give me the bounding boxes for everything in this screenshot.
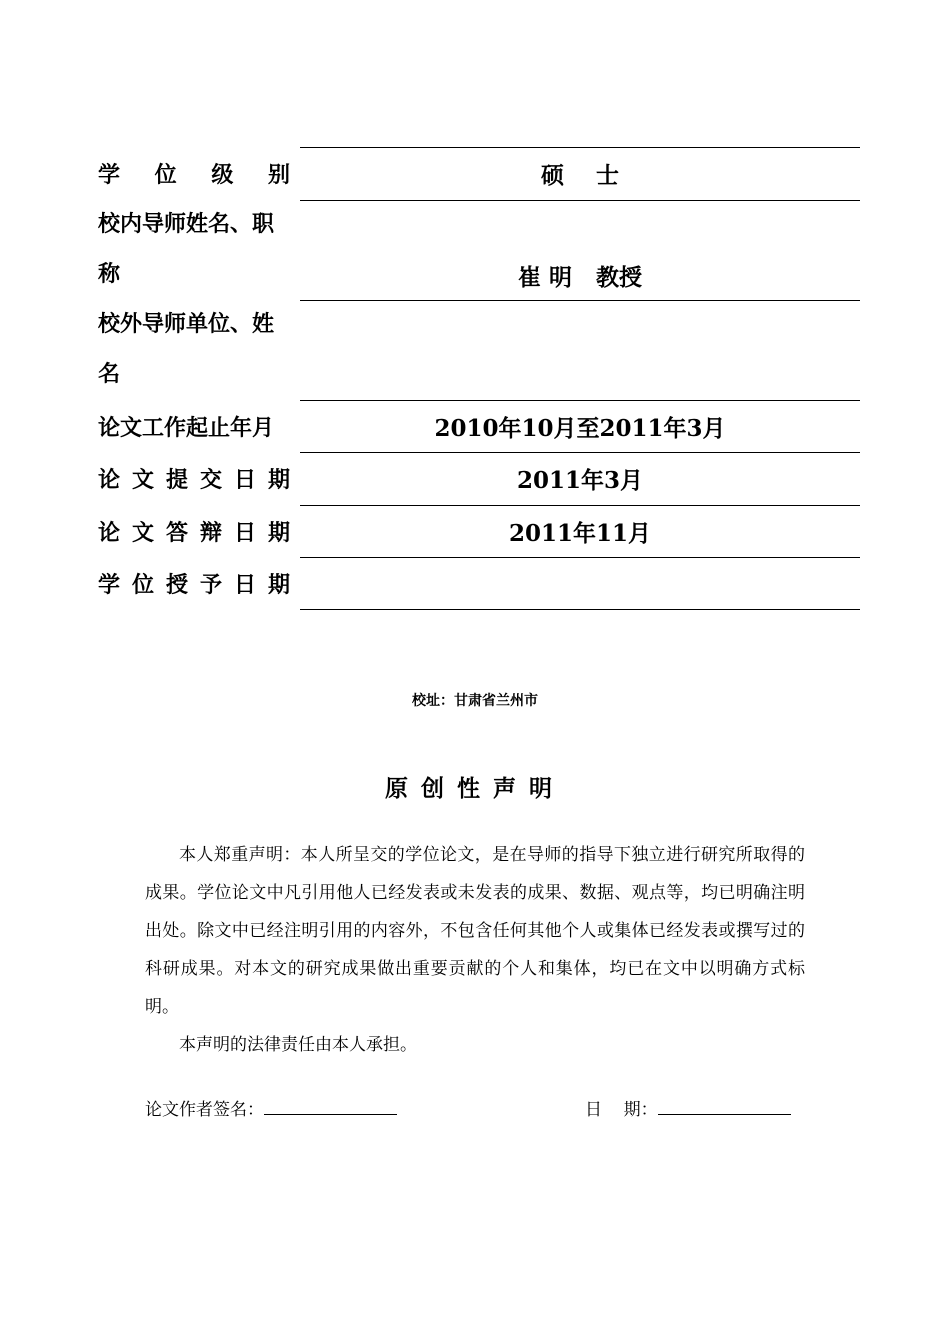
conferral-date-label: 学 位 授 予 日 期 (98, 573, 290, 599)
conferral-date-row (98, 557, 860, 610)
submission-date-label: 论 文 提 交 日 期 (98, 468, 290, 494)
degree-level-value: 硕 士 (300, 147, 860, 200)
defense-date-label: 论 文 答 辩 日 期 (98, 520, 290, 546)
external-advisor-row (98, 300, 860, 400)
degree-level-label: 学 位 级 别 (98, 163, 290, 188)
internal-advisor-row (98, 200, 860, 300)
thesis-info-table (98, 147, 860, 610)
date-label: 日 期： (585, 1100, 658, 1120)
conferral-date-value (300, 557, 860, 610)
date-field[interactable] (658, 1098, 791, 1115)
declaration-paragraph-1: 本人郑重声明：本人所呈交的学位论文，是在导师的指导下独立进行研究所取得的成果。学位论文中凡引用他人已经发表或未发表的成果、数据、观点等，均已明确注明出处。除文中已经注明引用的内容外，不包含任何其他个人或集体已经发表或撰写过的科研成果。对本文的研究成果做出重要贡献的个人和集体，均已在文中以明确方式标明。 (145, 845, 805, 1017)
school-address: 校址：甘肃省兰州市 (412, 693, 538, 709)
author-signature-label: 论文作者签名： (145, 1100, 264, 1120)
declaration-body (145, 836, 805, 1064)
external-advisor-label-line1: 校外导师单位、姓 (98, 311, 275, 337)
author-signature-field[interactable] (264, 1098, 397, 1115)
defense-date-row (98, 505, 860, 558)
internal-advisor-label-line2: 称 (98, 261, 121, 287)
submission-date-value: 2011年3月 (300, 452, 860, 505)
declaration-paragraph-2: 本声明的法律责任由本人承担。 (179, 1035, 417, 1055)
external-advisor-label-line2: 名 (98, 361, 121, 387)
external-advisor-value (300, 300, 860, 400)
internal-advisor-label-line1: 校内导师姓名、职 (98, 211, 275, 237)
work-period-label: 论文工作起止年月 (98, 415, 275, 441)
internal-advisor-value: 崔 明 教授 (300, 200, 860, 300)
defense-date-value: 2011年11月 (300, 505, 860, 558)
submission-date-row (98, 452, 860, 505)
degree-level-row (98, 147, 860, 200)
declaration-title: 原创性声明 (385, 776, 565, 802)
work-period-value: 2010年10月至2011年3月 (300, 400, 860, 453)
work-period-row (98, 400, 860, 453)
